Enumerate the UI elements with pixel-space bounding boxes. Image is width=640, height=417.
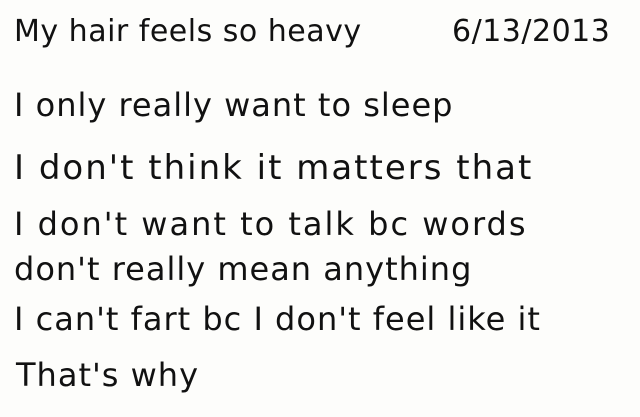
note-line-2: I don't think it matters that bbox=[14, 148, 534, 188]
note-line-6: That's why bbox=[16, 356, 200, 394]
note-line-3: I don't want to talk bc words bbox=[14, 205, 528, 243]
note-line-5: I can't fart bc I don't feel like it bbox=[14, 300, 541, 338]
note-date: 6/13/2013 bbox=[452, 14, 611, 49]
note-line-4: don't really mean anything bbox=[14, 250, 473, 288]
note-line-1: I only really want to sleep bbox=[14, 86, 454, 124]
note-heading: My hair feels so heavy bbox=[14, 14, 362, 49]
